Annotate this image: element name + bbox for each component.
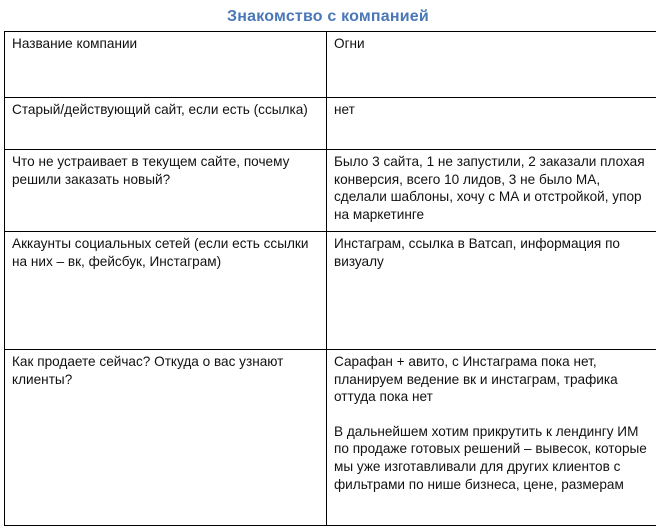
answer-text: Было 3 сайта, 1 не запустили, 2 заказали плохая конверсия, всего 10 лидов, 3 не было МА, сделали шаблоны, хочу с МА и отстройкой, упор на маркетинге [334, 154, 645, 222]
answer-cell [327, 350, 656, 526]
question-cell: Старый/действующий сайт, если есть (ссылка) [5, 98, 327, 150]
question-cell: Как продаете сейчас? Откуда о вас узнают клиенты? [5, 350, 327, 526]
answer-cell [327, 232, 656, 350]
question-cell: Название компании [5, 32, 327, 98]
answer-text: Огни [334, 36, 365, 51]
document-title: Знакомство с компанией [227, 8, 429, 25]
answer-text: Инстаграм, ссылка в Ватсап, информация по визуалу [334, 236, 620, 269]
table-row [5, 150, 656, 232]
answer-text: В дальнейшем хотим прикрутить к лендингу ИМ по продаже готовых решений – вывесок, которые мы уже изготавливали для других клиентов с фильтрами по нише бизнеса, цене, размерам [334, 423, 647, 492]
question-cell: Аккаунты социальных сетей (если есть ссылки на них – вк, фейсбук, Инстаграм) [5, 232, 327, 350]
answer-text: нет [334, 102, 355, 117]
table-row [5, 98, 656, 150]
table-row [5, 350, 656, 526]
answer-cell [327, 32, 656, 98]
table-row [5, 32, 656, 98]
answer-cell [327, 98, 656, 150]
answer-cell [327, 150, 656, 232]
table-row [5, 232, 656, 350]
question-cell: Что не устраивает в текущем сайте, почему решили заказать новый? [5, 150, 327, 232]
answer-text: Сарафан + авито, с Инстаграма пока нет, планируем ведение вк и инстаграм, трафика оттуда пока нет [334, 354, 618, 405]
company-info-table [4, 31, 656, 526]
